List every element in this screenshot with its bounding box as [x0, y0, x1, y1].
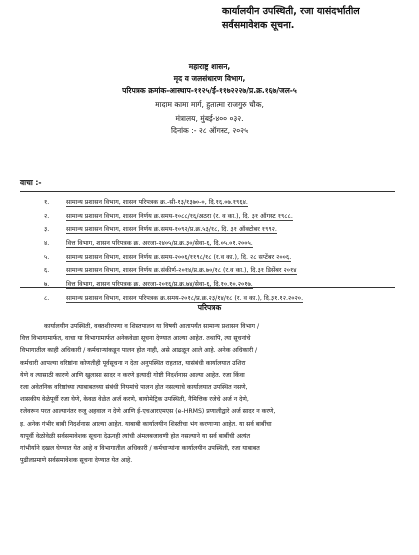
reference-link[interactable]: सामान्य प्रशासन विभाग, शासन निर्णय क्र.संकीर्ण-२०१४/प्र.क्र.७०/१८ (र.व का.), दि.३१ डिसेंबर २०१४: [66, 267, 297, 275]
reference-list: [44, 196, 404, 306]
reference-number: २.: [44, 212, 50, 220]
bottom-divider: [20, 287, 395, 288]
department-name: मृद व जलसंधारण विभाग,: [173, 74, 246, 83]
reference-item[interactable]: [44, 196, 404, 210]
paragraph-line: यापूर्वी वेळोवेळी सर्वसमावेशक सूचना देऊनही त्यांची अंमलबजावणी होत नसल्याने या सर्व बाबींची अत्यंत: [20, 432, 251, 440]
date-line: दिनांक :- २८ ऑगस्ट, २०२५: [171, 126, 248, 135]
paragraph-line: विभागातील काही अधिकारी / कर्मचाऱ्यांकडून पालन होत नाही, असे आढळून आले आहे. अनेक अधिकारी /: [20, 347, 258, 355]
reference-number: ८.: [44, 294, 50, 302]
reference-number: १.: [44, 199, 50, 206]
circular-number: परिपत्रक क्रमांक-आस्थाप-११२५/ई-११७२२२७/प्र.क्र.१६७/जल-५: [122, 86, 297, 95]
references-heading: वाचा :-: [20, 178, 42, 187]
paragraph-line: रजा अवेतनिक वरिष्ठांच्या त्याबाबतच्या संबंधी नियमांचे पालन होत नसल्याचे कार्यालयात उपस्थित नसणे,: [20, 384, 248, 392]
reference-number: ४.: [44, 240, 50, 248]
reference-link[interactable]: सामान्य प्रशासन विभाग, शासन परिपत्रक क्र.-सी-१३/१३७०-०, दि.१६.०७.१९६४.: [66, 199, 248, 206]
top-divider: [20, 191, 395, 192]
reference-item[interactable]: [44, 264, 404, 278]
reference-item[interactable]: [44, 237, 404, 251]
body-paragraph: [20, 321, 398, 467]
paragraph-line: शासकीय वेळेपूर्वी रजा घेणे, केवळ वेळेत अर्ज करणे, बायोमेट्रिक उपस्थिती, नैमित्तिक रजेचे अर्ज न देणे,: [20, 396, 249, 404]
reference-number: ७.: [44, 281, 50, 289]
reference-item[interactable]: [44, 223, 404, 237]
paragraph-line: गांभीर्याने दखल घेण्यात येत आहे व विभागातील अधिकारी / कर्मचाऱ्यांना कार्यालयीन उपस्थिती, रजा याबाबत: [20, 445, 260, 453]
reference-link[interactable]: सामान्य प्रशासन विभाग, शासन परिपत्रक क्र.समय-२०१८/प्र.क्र.२३/१४/१८ (र. व का.), दि.३१.१२.२०२०.: [66, 294, 304, 302]
reference-item[interactable]: [44, 210, 404, 224]
reference-item[interactable]: [44, 278, 404, 292]
reference-number: ५.: [44, 253, 50, 261]
reference-number: ६.: [44, 267, 50, 275]
paragraph-line: येणे व त्यासाठी कारणे आणि खुलासा सादर न करणे इत्यादी गोष्टी निदर्शनास आल्या आहेत. रजा किंवा: [20, 371, 245, 379]
paragraph-line: वित्त विभागामार्फत, वाचा या विभागामार्फत अनेकवेळा सूचना देण्यात आल्या आहेत. तथापि, त्या सूचनांचे: [20, 335, 251, 343]
document-title-line1: कार्यालयीन उपस्थिती, रजा यासंदर्भातील: [222, 6, 360, 17]
place-line: मंत्रालय, मुंबई-४०० ०३२.: [175, 114, 244, 123]
address-line: मादाम कामा मार्ग, हुतात्मा राजगुरु चौक,: [155, 100, 264, 109]
reference-item[interactable]: [44, 251, 404, 265]
section-title: परिपत्रक: [197, 303, 222, 312]
reference-link[interactable]: सामान्य प्रशासन विभाग, शासन निर्णय क्र.समय-१०९२/प्र.क्र.५३/१८, दि. ३१ ऑक्टोबर १९९२.: [66, 226, 277, 234]
paragraph-line: पुढीलप्रमाणे सर्वसमावेशक सूचना देण्यात येत आहे.: [20, 457, 133, 465]
paragraph-line: कर्मचारी आपल्या वरिष्ठांना कोणतीही पूर्वसूचना न देता अनुपस्थित राहतात, यासंबंधी कार्यालयात उशिरा: [20, 359, 246, 367]
reference-link[interactable]: वित्त विभाग, शासन परिपत्रक क्र. अरजा-२४०५/प्र.क्र.३०/सेवा-६, दि.०५.०१.२००५.: [66, 240, 253, 248]
reference-link[interactable]: सामान्य प्रशासन विभाग, शासन निर्णय क्र.समय-२००६/११९८/१८ (र.व का.), दि. २८ सप्टेंबर २००६.: [66, 253, 292, 261]
paragraph-line: इ. अनेक गंभीर बाबी निदर्शनास आल्या आहेत. याबाबी कार्यालयीन शिस्तीचा भंग करणाऱ्या आहेत. या सर्व बाबींचा: [20, 420, 272, 428]
reference-link[interactable]: सामान्य प्रशासन विभाग, शासन निर्णय क्र.समय-१०८८/१६/अठरा (र. व का.), दि. ३१ ऑगस्ट १९८८.: [66, 212, 293, 220]
govt-name: महाराष्ट्र शासन,: [188, 62, 231, 71]
paragraph-line: रजेवरून परत आल्यानंतर रुजू अहवाल न देणे आणि ई-एचआरएमएस (e-HRMS) प्रणालीद्वारे अर्ज सादर न करणे,: [20, 408, 276, 416]
reference-number: ३.: [44, 226, 50, 234]
paragraph-line: कार्यालयीन उपस्थिती, वक्तशीरपणा व शिस्तपालन या विषयी आतापर्यंत सामान्य प्रशासन विभाग /: [44, 323, 260, 330]
document-title-line2: सर्वसमावेशक सूचना.: [222, 20, 295, 31]
reference-link[interactable]: वित्त विभाग, शासन परिपत्रक क्र. अरजा-२०१६/प्र.क्र.७४/सेवा-६, दि.१०.१०.२०१७.: [66, 281, 253, 289]
